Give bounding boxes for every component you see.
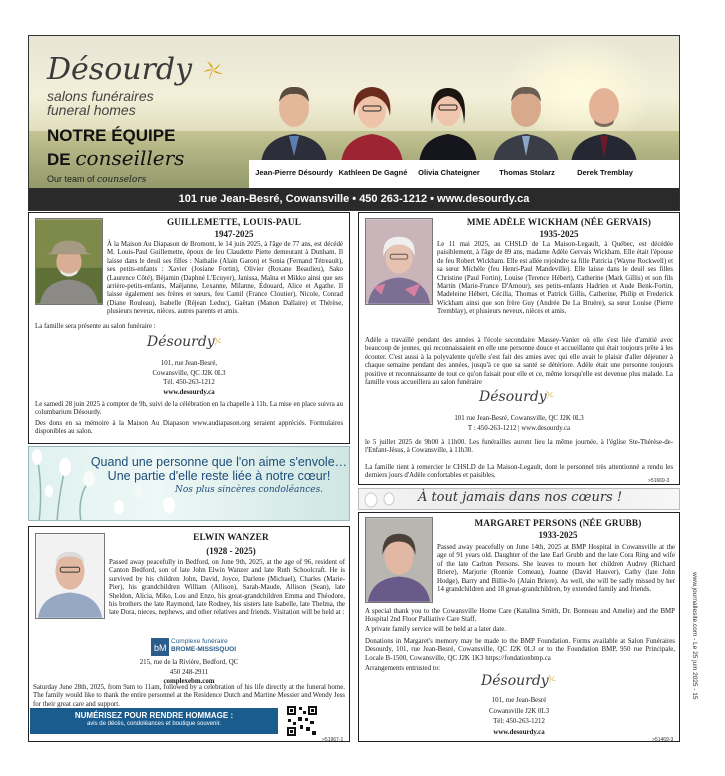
obituary-text: A special thank you to the Cowansville Home Care (Katalina Smith, Dr. Bonneau and Amelie) and the BMP Hospital 2nd Floor Palliative Care Staff. xyxy=(365,608,675,624)
obituary-text: À la Maison Au Diapason de Bromont, le 14 juin 2025, à l'âge de 77 ans, est décédé M. Louis-Paul Guillemette, époux de feu Claudette Piette demeurant à Dunham. Il laisse dans le deuil ses filles : Nathalie (Alain Garon) et Sonia (Fernand Tétreault), ses petits-enfants : Xavier (Josiane Fortin), Olivier (Roxane Beaulieu), Sako (Laurence Côté), Béjamin (Daphné L'Ecuyer), Janissa, Maïna et Mikko ainsi que ses arrière-petits-enfants, Maëjanne, Lexanne, Milanne, Édouard, Alice et Agathe. Il laisse également ses frères et sœurs, feu Camil (France Cloutier), Nicole, Conrad (Diane Rouleau), Isabelle (Réjean Leduc), Gaëtan (Manon Dallaire) et Thérèse, plusieurs neveux, nièces, autres parents et amis. xyxy=(107,241,343,316)
counselor-photo xyxy=(413,76,483,164)
obituary-text: Le 11 mai 2025, au CHSLD de La Maison-Legault, à Québec, est décédée paisiblement, à l'âge de 89 ans, madame Adèle Gervais Wickham. Elle était l'épouse de feu Robert Wickham. Elle est allée rejoindre sa fille Patricia (Wayne Rockwell) et sa sœur Michèle (feu Henri-Paul Mandeville). Elle laisse dans le deuil ses filles Christine (Paul Fortin), Louise (Terence Hébert), Catherine (Mark Gillis) et son fils Martin (Marie-France D'Amour), ses petits-enfants Hadrien et Aude Benk-Fortin, Madeleine Hébert, Cécilia, Thomas et Patrick Gillis, Catherine, Philip et Frederick Wickham ainsi que son frère Guy (Andrée De La Bruère), sa sœur Louise (Pierre Tremblay), et plusieurs neveux, nièces et amis. xyxy=(437,241,673,316)
obituary-text: le 5 juillet 2025 de 9h00 à 11h00. Les funérailles auront lieu la même journée, à l'église Ste-Thérèse-de-l'Enfant-Jésus, à Cowansville, à 11h30. xyxy=(365,439,673,455)
condolences-banner xyxy=(28,446,350,521)
obituary-wickham xyxy=(358,212,680,485)
desourdy-logo: Désourdy xyxy=(479,389,547,405)
counselor-name: Thomas Stolarz xyxy=(499,168,555,177)
funeral-home-address: 101, rue Jean-Besré Cowansville J2K 0L3 Tél: 450-263-1212 www.desourdy.ca xyxy=(488,697,550,736)
flower-icon xyxy=(545,673,557,685)
obituary-text: Arrangements entrusted to: xyxy=(365,665,441,672)
ad-reference: >51669-3 xyxy=(648,478,670,484)
obituary-text: Passed away peacefully in Bedford, on June 9th, 2025, at the age of 96, resident of Canton Bedford, son of late John Elwin Wanzer and late Ruth Schoolcraft. He is survived by his children John, David, Joyce, Darlene (Michael), Charles (Marie-Pier), his grandchildren William (Allison), Sarah-Maude, Allison (Sean), late Sheldon, Alicia, Miko, Lou and Enzo, his great-grandchildren Emma and Théodore, his brothers the late Raymond, late Rodney, his sisters late Isabelle, late Thelma, the late Dora, nieces, nephews, and other relatives and friends. Visitation will be held at : xyxy=(109,559,345,617)
flower-icon xyxy=(201,58,225,82)
team-heading-line1: NOTRE ÉQUIPE xyxy=(47,126,176,145)
obituary-name: MME ADÈLE WICKHAM (NÉE GERVAIS) xyxy=(466,217,652,227)
obituary-years: 1935-2025 xyxy=(539,229,579,239)
obituary-name: MARGARET PERSONS (NÉE GRUBB) xyxy=(474,518,642,528)
complexe-logo-icon xyxy=(151,638,169,656)
desourdy-logo: Désourdy xyxy=(481,673,549,689)
condolence-message: Nos plus sincères condoléances. xyxy=(174,485,324,495)
complexe-logo: Complexe funéraire BROME-MISSISQUOI xyxy=(171,638,237,653)
desourdy-logo: Désourdy xyxy=(147,334,215,350)
funeral-home-address: 215, rue de la Rivière, Bedford, QC 450 248-2911 complexebm.com xyxy=(139,659,239,685)
portrait-photo xyxy=(35,218,103,305)
portrait-photo xyxy=(365,517,433,603)
counselor-photo xyxy=(491,76,561,164)
obituary-text: La famille tient à remercier le CHSLD de La Maison-Legault, dont le personnel très attentionné a rendu les derniers jours d'Adèle confortables et paisibles. xyxy=(365,464,673,480)
obituary-persons xyxy=(358,512,680,742)
svg-text:bM: bM xyxy=(154,643,167,653)
counselor-photo xyxy=(569,76,639,164)
obituary-text: Passed away peacefully on June 14th, 2025 at BMP Hospital in Cowansville at the age of 91 years old. Daughter of the late Earl Grubb and the late Cora Ring and wife of the late Carlton Persons. She leaves to mourn her children Audrey (Richard Briere), Marjorie (Ronnie Comeau), Joanne (David Hauver), Cathy (late John Hodge), Barry and Billie-Jo (Alain Briere). As well, she will be sadly missed by her 14 grandchildren and 18 great-grandchildren, by extended family and friends. xyxy=(437,544,675,594)
memorial-message: À tout jamais dans nos cœurs ! xyxy=(417,490,623,505)
team-heading-line2: DE conseillers xyxy=(47,146,185,170)
ad-reference: >51469-3 xyxy=(652,737,674,743)
contact-bar: 101 rue Jean-Besré, Cowansville • 450 263-1212 • www.desourdy.ca xyxy=(29,188,679,210)
counselor-name: Jean-Pierre Désourdy xyxy=(255,168,333,177)
counselors-banner xyxy=(28,35,680,211)
obituary-guillemette xyxy=(28,212,350,444)
obituary-text: La famille sera présente au salon funéraire : xyxy=(35,323,156,330)
desourdy-logo: Désourdy xyxy=(47,52,193,87)
ad-reference: >51967-1 xyxy=(322,737,344,743)
obituary-years: 1933-2025 xyxy=(538,530,578,540)
obituary-name: GUILLEMETTE, LOUIS-PAUL xyxy=(166,217,302,227)
counselor-name: Derek Tremblay xyxy=(577,168,633,177)
flower-icon xyxy=(211,335,223,347)
obituary-text: Le samedi 28 juin 2025 à compter de 9h, suivi de la célébration en la chapelle à 11h. La mise en place suivra au columbarium Désourdy. xyxy=(35,401,343,417)
flower-icon xyxy=(543,389,555,401)
funeral-home-address: 101, rue Jean-Besré, Cowansville, QC J2K 0L3 Tél. 450-263-1212 www.desourdy.ca xyxy=(152,360,226,396)
logo-subtitle-fr: salons funéraires xyxy=(47,88,154,104)
obituary-name: ELWIN WANZER xyxy=(193,532,269,542)
obituary-text: Donations in Margaret's memory may be made to the BMP Foundation. Forms available at Salon Funéraires Desourdy, 101, rue Jean-Besré, Cowansville, QC J2K 0L3 or to the Foundation BMP, 950 rue Principale, Locale B-1500, Cowansville, QC J2K 1K3 https://fondationbmp.ca xyxy=(365,638,675,662)
logo-subtitle-en: funeral homes xyxy=(47,102,136,118)
memorial-banner xyxy=(358,488,680,510)
obituary-text: Adèle a travaillé pendant des années à l'école secondaire Massey-Vanier où elle s'est liée d'amitié avec beaucoup de jeunes, qui reconnaissaient en elle une personne douce et accueillante qui était toujours prête à les écouter. C'est aussi à la polyvalente qu'elle s'est fait des amies avec qui elle avait le plaisir d'aller déjeuner à chaque semaine pendant des années, jusqu'à ce que sa santé se détériore. Adèle était une personne toujours positive et reconnaissante de tout ce qu'on faisait pour elle et ce, même lorsqu'elle est devenue plus malade. La famille vous accueillera au salon funéraire xyxy=(365,337,673,387)
qr-code-icon[interactable] xyxy=(286,705,318,737)
portrait-photo xyxy=(35,533,105,619)
obituary-years: (1928 - 2025) xyxy=(206,546,256,556)
counselor-photo xyxy=(337,76,407,164)
obituary-text: Saturday June 28th, 2025, from 9am to 11am, followed by a celebration of his life directly at the funeral home. The family would like to thank the entire personnel at the Residence Dutch and Martine Messier and Wendy Jess for their great care and support. xyxy=(33,684,345,708)
obituary-years: 1947-2025 xyxy=(214,229,254,239)
scan-to-pay-tribute[interactable]: NUMÉRISEZ POUR RENDRE HOMMAGE : avis de décès, condoléances et boutique souvenir. xyxy=(30,708,278,734)
funeral-home-address: 101 rue Jean-Besré, Cowansville, QC J2K 0L3 T : 450-263-1212 | www.desourdy.ca xyxy=(454,415,584,432)
team-heading-english: Our team of counselors xyxy=(47,174,147,185)
counselor-name: Kathleen De Gagné xyxy=(338,168,408,177)
obituary-text: A private family service will be held at a later date. xyxy=(365,626,507,633)
counselor-photo xyxy=(259,76,329,164)
obituary-text: Des dons en sa mémoire à la Maison Au Diapason www.audiapason.org seraient appréciés. Formulaires disponibles au salon. xyxy=(35,420,343,436)
counselor-name: Olivia Chateigner xyxy=(418,168,480,177)
page-footer-vertical: www.journallesite.com - Le 25 juin 2025 - 15 xyxy=(691,572,698,700)
portrait-photo xyxy=(365,218,433,305)
condolence-quote: Quand une personne que l'on aime s'envole… Une partie d'elle reste liée à notre cœur! xyxy=(90,455,348,483)
